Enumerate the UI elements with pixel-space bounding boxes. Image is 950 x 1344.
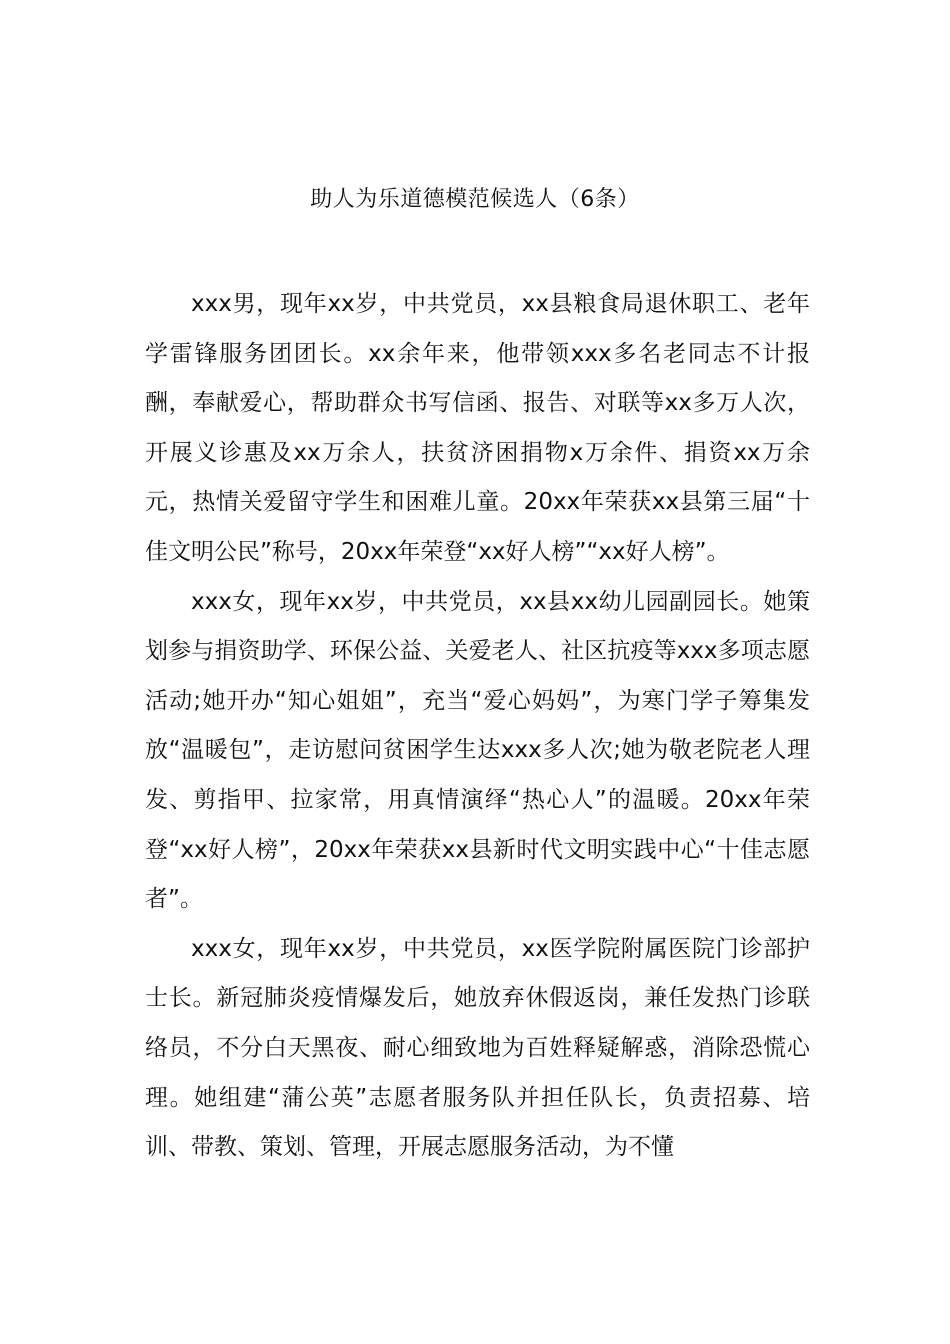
document-title: 助人为乐道德模范候选人（6条） bbox=[310, 187, 640, 212]
paragraph-1: xxx男，现年xx岁，中共党员，xx县粮食局退休职工、老年学雷锋服务团团长。xx余年来，他带领xxx多名老同志不计报酬，奉献爱心，帮助群众书写信函、报告、对联等xx多万人次，开展义诊惠及xx万余人，扶贫济困捐物x万余件、捐资xx万余元，热情关爱留守学生和困难儿童。20xx年荣获xx县第三届“十佳文明公民”称号，20xx年荣登“xx好人榜”“xx好人榜”。 bbox=[145, 291, 810, 565]
paragraph-3: xxx女，现年xx岁，中共党员，xx医学院附属医院门诊部护士长。新冠肺炎疫情爆发后，她放弃休假返岗，兼任发热门诊联络员，不分白天黑夜、耐心细致地为百姓释疑解惑，消除恐慌心理。她组建“蒲公英”志愿者服务队并担任队长，负责招募、培训、带教、策划、管理，开展志愿服务活动，为不懂 bbox=[145, 935, 810, 1161]
paragraph-2: xxx女，现年xx岁，中共党员，xx县xx幼儿园副园长。她策划参与捐资助学、环保公益、关爱老人、社区抗疫等xxx多项志愿活动;她开办“知心姐姐”，充当“爱心妈妈”，为寒门学子筹集发放“温暖包”，走访慰问贫困学生达xxx多人次;她为敬老院老人理发、剪指甲、拉家常，用真情演绎“热心人”的温暖。20xx年荣登“xx好人榜”，20xx年荣获xx县新时代文明实践中心“十佳志愿者”。 bbox=[145, 588, 810, 913]
document-body bbox=[145, 280, 810, 1173]
